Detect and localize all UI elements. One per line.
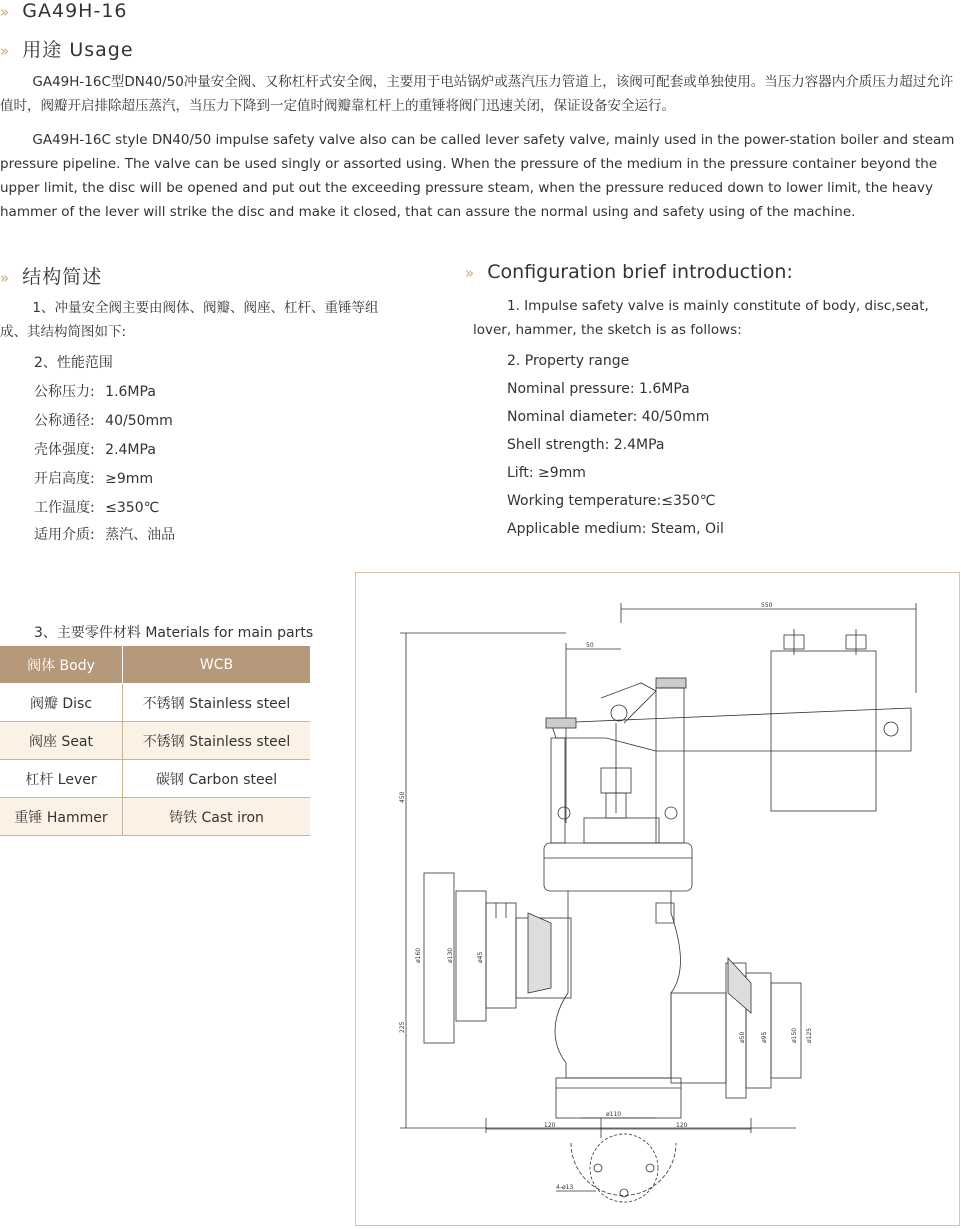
dim-phi45: ø45 bbox=[477, 951, 484, 963]
table-cell-material: WCB bbox=[123, 646, 311, 684]
usage-heading: 用途 Usage bbox=[22, 39, 134, 61]
spec-row-en: Nominal diameter: 40/50mm bbox=[507, 409, 710, 425]
valve-sketch-panel bbox=[355, 572, 960, 1226]
usage-header bbox=[0, 35, 134, 62]
structure-en-item1: 1. Impulse safety valve is mainly constitute of body, disc,seat, lover, hammer, the sketch is as follows: bbox=[473, 298, 929, 338]
model-title: GA49H-16 bbox=[22, 0, 128, 22]
spec-label: 壳体强度: bbox=[34, 442, 95, 458]
spec-row-cn bbox=[34, 439, 156, 459]
spec-row-en: Applicable medium: Steam, Oil bbox=[507, 521, 724, 537]
dim-top: 550 bbox=[761, 602, 773, 609]
table-cell-part: 阀座 Seat bbox=[0, 722, 123, 760]
table-cell-material: 铸铁 Cast iron bbox=[123, 798, 311, 836]
table-cell-part: 杠杆 Lever bbox=[0, 760, 123, 798]
spec-row-en: Shell strength: 2.4MPa bbox=[507, 437, 665, 453]
structure-cn-header bbox=[0, 262, 102, 289]
table-cell-part: 重锤 Hammer bbox=[0, 798, 123, 836]
table-row bbox=[0, 760, 310, 798]
structure-en-item2: 2. Property range bbox=[507, 353, 630, 369]
chevron-icon: » bbox=[0, 42, 10, 60]
usage-para-cn: GA49H-16C型DN40/50冲量安全阀、又称杠杆式安全阀，主要用于电站锅炉或蒸汽压力管道上，该阀可配套或单独使用。当压力容器内介质压力超过允许值时，阀瓣开启排除超压蒸汽，当压力下降到一定值时阀瓣靠杠杆上的重锤将阀门迅速关闭，保证设备安全运行。 bbox=[0, 74, 954, 114]
spec-value: 1.6MPa bbox=[105, 384, 156, 400]
dim-120: 120 bbox=[544, 1122, 556, 1129]
valve-sketch-drawing bbox=[356, 573, 959, 1225]
structure-en-header bbox=[465, 261, 793, 283]
dim-phi95: ø95 bbox=[761, 1031, 768, 1043]
table-cell-material: 不锈钢 Stainless steel bbox=[123, 684, 311, 722]
spec-label: 工作温度: bbox=[34, 500, 95, 516]
spec-value: 40/50mm bbox=[105, 413, 173, 429]
dim-phi110: ø110 bbox=[606, 1111, 622, 1118]
materials-table bbox=[0, 646, 310, 836]
table-row bbox=[0, 722, 310, 760]
dim-phi150: ø150 bbox=[791, 1027, 798, 1043]
dim-120b: 120 bbox=[676, 1122, 688, 1129]
spec-row-en: Working temperature:≤350℃ bbox=[507, 493, 716, 509]
model-header bbox=[0, 0, 128, 22]
spec-label: 开启高度: bbox=[34, 471, 95, 487]
structure-cn-heading: 结构简述 bbox=[22, 266, 103, 288]
chevron-icon: » bbox=[0, 269, 10, 287]
materials-caption: 3、主要零件材料 Materials for main parts bbox=[34, 625, 314, 641]
structure-en-heading: Configuration brief introduction: bbox=[487, 261, 793, 283]
dim-225: 225 bbox=[399, 1021, 406, 1033]
dim-phi50: ø50 bbox=[739, 1031, 746, 1043]
spec-row-cn bbox=[34, 381, 156, 401]
spec-value: 蒸汽、油品 bbox=[105, 527, 176, 543]
spec-value: ≥9mm bbox=[105, 471, 154, 487]
dim-phi125: ø125 bbox=[806, 1027, 813, 1043]
spec-row-en: Lift: ≥9mm bbox=[507, 465, 586, 481]
table-cell-material: 碳钢 Carbon steel bbox=[123, 760, 311, 798]
structure-cn-item2: 2、性能范围 bbox=[34, 355, 113, 371]
table-header-row bbox=[0, 646, 310, 684]
usage-para-en: GA49H-16C style DN40/50 impulse safety valve also can be called lever safety valve, mainly used in the power-station boiler and steam pressure pipeline. The valve can be used singly or assorted using. When the pressure of the medium in the pressure container beyond the upper limit, the disc will be opened and put out the exceeding pressure steam, when the pressure reduced down to lower limit, the heavy hammer of the lever will strike the disc and make it closed, that can assure the normal using and safety using of the machine. bbox=[0, 132, 955, 220]
table-cell-part: 阀瓣 Disc bbox=[0, 684, 123, 722]
dim-phi130: ø130 bbox=[447, 947, 454, 963]
spec-row-cn bbox=[34, 468, 153, 488]
structure-cn-item1: 1、冲量安全阀主要由阀体、阀瓣、阀座、杠杆、重锤等组成、其结构简图如下: bbox=[0, 300, 379, 340]
table-cell-part: 阀体 Body bbox=[0, 646, 123, 684]
dim-450: 450 bbox=[399, 791, 406, 803]
spec-value: ≤350℃ bbox=[105, 500, 160, 516]
spec-label: 公称通径: bbox=[34, 413, 95, 429]
spec-label: 公称压力: bbox=[34, 384, 95, 400]
dim-50: 50 bbox=[586, 642, 594, 649]
spec-row-cn bbox=[34, 410, 173, 430]
chevron-icon: » bbox=[465, 264, 475, 282]
dim-bolt: 4-ø13 bbox=[556, 1184, 574, 1191]
spec-row-en: Nominal pressure: 1.6MPa bbox=[507, 381, 690, 397]
table-row bbox=[0, 798, 310, 836]
spec-label: 适用介质: bbox=[34, 527, 95, 543]
table-cell-material: 不锈钢 Stainless steel bbox=[123, 722, 311, 760]
table-row bbox=[0, 684, 310, 722]
chevron-icon: » bbox=[0, 3, 10, 21]
spec-row-cn bbox=[34, 497, 159, 517]
dim-phi160: ø160 bbox=[415, 947, 422, 963]
spec-value: 2.4MPa bbox=[105, 442, 156, 458]
spec-row-cn bbox=[34, 524, 175, 544]
